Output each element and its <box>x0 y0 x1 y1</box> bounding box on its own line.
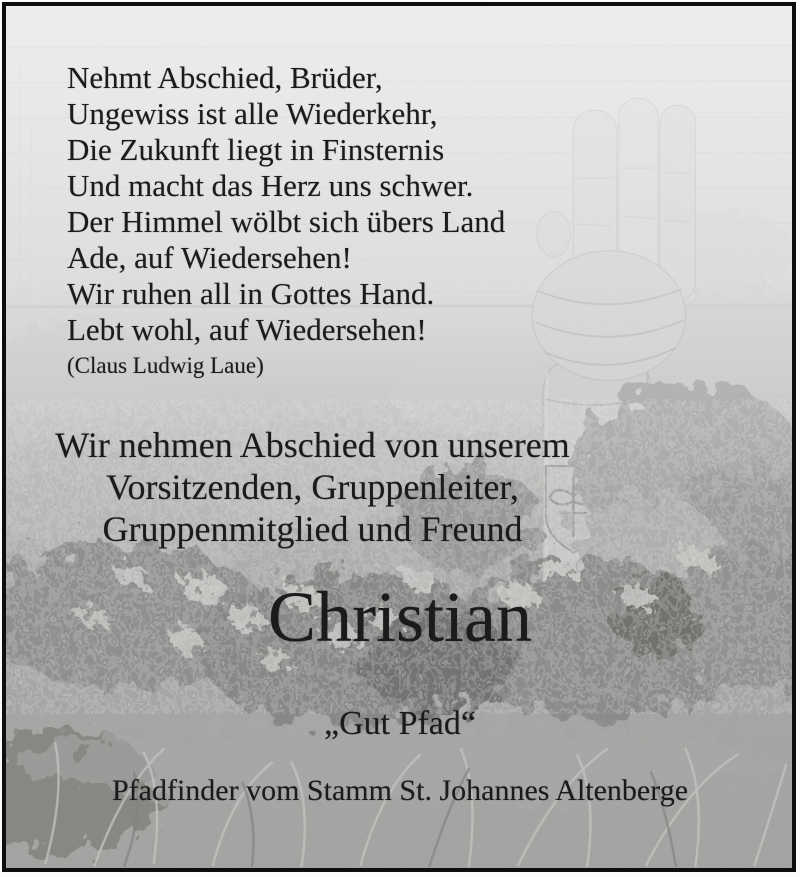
farewell-line: Vorsitzenden, Gruppenleiter, <box>106 467 519 507</box>
poem-line: Nehmt Abschied, Brüder, <box>67 60 383 95</box>
poem-line: Der Himmel wölbt sich übers Land <box>67 204 506 239</box>
poem-line: Ade, auf Wiedersehen! <box>67 240 352 275</box>
poem-line: Lebt wohl, auf Wiedersehen! <box>67 312 427 347</box>
deceased-name: Christian <box>268 577 532 657</box>
farewell-line: Gruppenmitglied und Freund <box>102 509 523 549</box>
poem-line: Die Zukunft liegt in Finsternis <box>67 132 445 167</box>
farewell-line: Wir nehmen Abschied von unserem <box>55 425 570 465</box>
signature-line: Pfadfinder vom Stamm St. Johannes Altenberge <box>111 774 689 807</box>
poem-line: Wir ruhen all in Gottes Hand. <box>67 276 435 311</box>
poem-line: Ungewiss ist alle Wiederkehr, <box>67 96 438 131</box>
scout-motto: „Gut Pfad“ <box>323 705 476 742</box>
poem <box>67 60 505 384</box>
poem-attribution: (Claus Ludwig Laue) <box>67 353 264 378</box>
farewell-text <box>25 424 600 550</box>
poem-line: Und macht das Herz uns schwer. <box>67 168 474 203</box>
